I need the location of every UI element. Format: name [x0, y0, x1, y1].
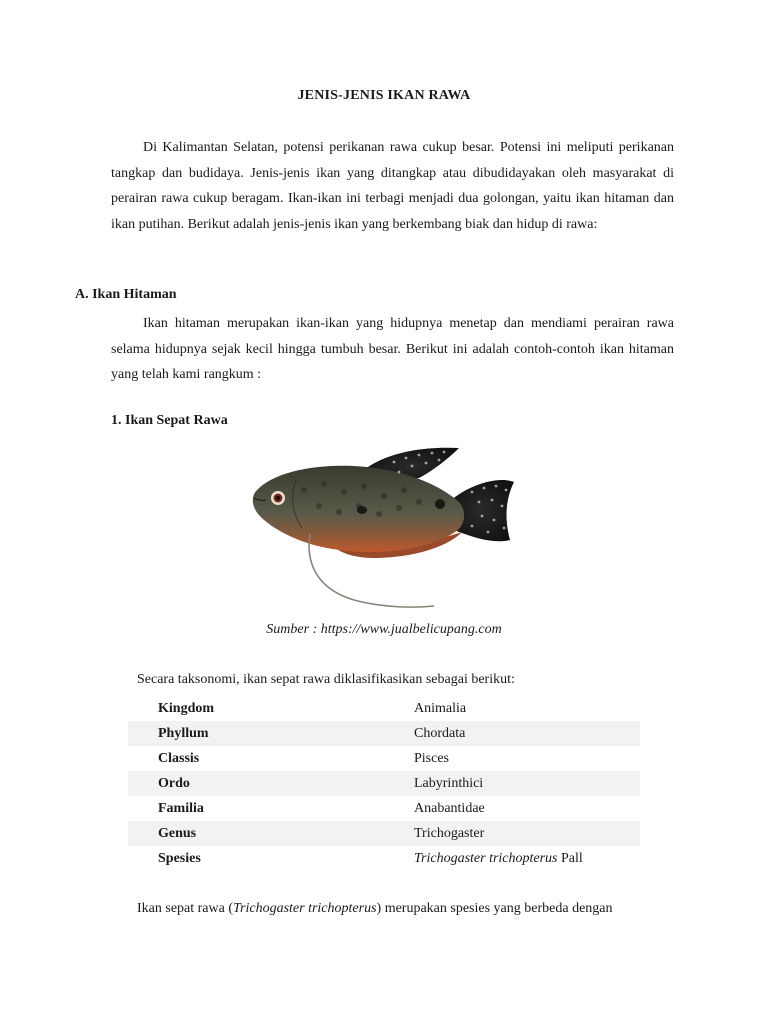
closing-before: Ikan sepat rawa ( — [137, 901, 234, 916]
intro-text: Di Kalimantan Selatan, potensi perikanan rawa cukup besar. Potensi ini meliputi perikanan tangkap dan budidaya. Jenis-jenis ikan yang ditangkap atau dibudidayakan oleh masyarakat di perairan rawa cukup beragam. Ikan-ikan ini terbagi menjadi dua golongan, yaitu ikan hitaman dan ikan putihan. Berikut adalah jenis-jenis ikan yang berkembang biak dan hidup di rawa: — [111, 140, 674, 232]
taxonomy-rank: Genus — [128, 821, 414, 846]
image-caption: Sumber : https://www.jualbelicupang.com — [266, 622, 502, 637]
document-title: JENIS-JENIS IKAN RAWA — [297, 88, 471, 103]
taxonomy-rank: Familia — [158, 800, 204, 816]
taxonomy-value: Animalia — [414, 700, 467, 716]
taxonomy-value: Trichogaster — [414, 821, 640, 846]
table-row — [128, 721, 640, 746]
subsection-1-heading: 1. Ikan Sepat Rawa — [111, 413, 228, 428]
taxonomy-value: Labyrinthici — [414, 771, 640, 796]
species-author: Pall — [557, 850, 583, 866]
taxonomy-value: Chordata — [414, 721, 640, 746]
intro-paragraph — [111, 135, 674, 237]
taxonomy-rank: Classis — [158, 750, 200, 766]
taxonomy-value: Pisces — [414, 750, 449, 766]
table-row — [128, 696, 640, 721]
species-name: Trichogaster trichopterus — [414, 850, 558, 866]
taxonomy-rank: Kingdom — [158, 700, 215, 716]
fish-image — [244, 440, 524, 616]
taxonomy-rank: Ordo — [128, 771, 414, 796]
closing-paragraph — [137, 896, 674, 922]
gourami-fish-icon — [244, 440, 524, 616]
taxonomy-table — [128, 696, 640, 871]
table-row — [128, 746, 640, 771]
table-row — [128, 796, 640, 821]
taxonomy-value — [414, 846, 640, 871]
closing-after: ) merupakan spesies yang berbeda dengan — [376, 901, 613, 916]
closing-species: Trichogaster trichopterus — [233, 901, 377, 916]
section-a-paragraph — [111, 311, 674, 388]
section-a-text: Ikan hitaman merupakan ikan-ikan yang hidupnya menetap dan mendiami perairan rawa selama hidupnya sejak kecil hingga tumbuh besar. Berikut ini adalah contoh-contoh ikan hitaman yang telah kami rangkum : — [111, 316, 674, 382]
table-row — [128, 821, 640, 846]
taxonomy-intro: Secara taksonomi, ikan sepat rawa diklasifikasikan sebagai berikut: — [137, 672, 515, 687]
taxonomy-rank: Spesies — [158, 850, 201, 866]
taxonomy-value: Anabantidae — [414, 800, 485, 816]
section-a-heading: A. Ikan Hitaman — [75, 287, 177, 302]
table-row — [128, 846, 640, 871]
table-row — [128, 771, 640, 796]
taxonomy-rank: Phyllum — [128, 721, 414, 746]
